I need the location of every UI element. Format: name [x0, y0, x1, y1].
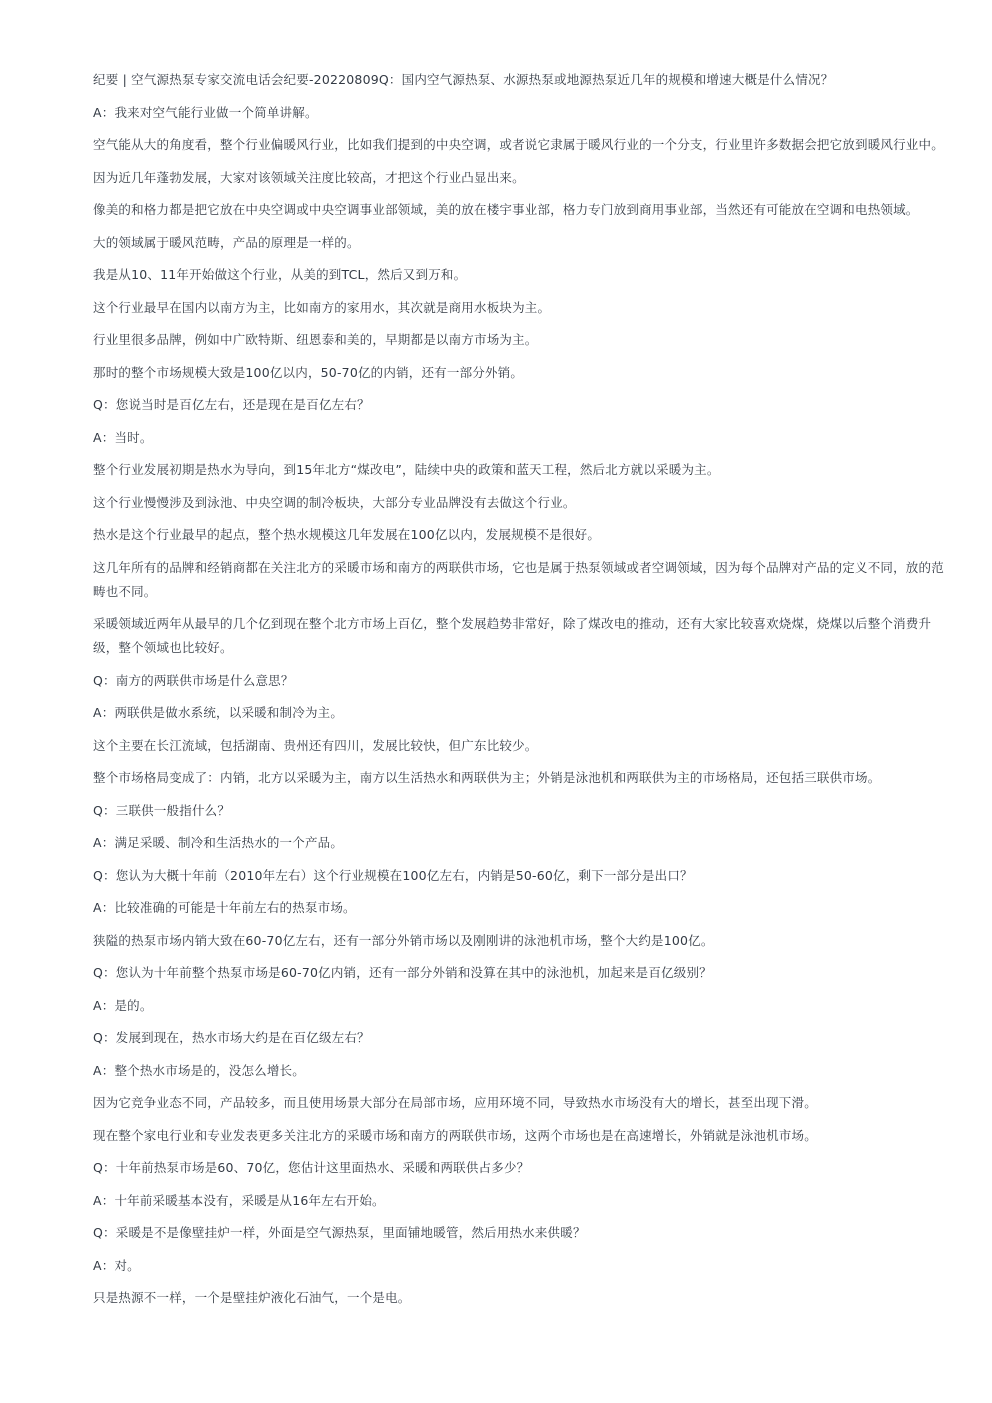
paragraph-title: 纪要 | 空气源热泵专家交流电话会纪要-20220809Q：国内空气源热泵、水源热泵或地源热泵近几年的规模和增速大概是什么情况？ — [93, 72, 834, 87]
paragraph: 我是从10、11年开始做这个行业，从美的到TCL，然后又到万和。 — [93, 267, 467, 282]
paragraph-question: Q：采暖是不是像壁挂炉一样，外面是空气源热泵，里面铺地暖管，然后用热水来供暖？ — [93, 1225, 586, 1240]
paragraph: 现在整个家电行业和专业发表更多关注北方的采暖市场和南方的两联供市场，这两个市场也是在高速增长，外销就是泳池机市场。 — [93, 1127, 817, 1143]
paragraph-answer: A：是的。 — [93, 997, 153, 1013]
paragraph-question: Q：十年前热泵市场是60、70亿，您估计这里面热水、采暖和两联供占多少？ — [93, 1160, 530, 1175]
paragraph-answer: A：整个热水市场是的，没怎么增长。 — [93, 1062, 305, 1078]
paragraph: 采暖领域近两年从最早的几个亿到现在整个北方市场上百亿，整个发展趋势非常好，除了煤改电的推动，还有大家比较喜欢烧煤，烧煤以后整个消费升级，整个领域也比较好。 — [93, 616, 932, 655]
paragraph: 这个行业最早在国内以南方为主，比如南方的家用水，其次就是商用水板块为主。 — [93, 299, 551, 315]
paragraph-question: Q：您认为大概十年前（2010年左右）这个行业规模在100亿左右，内销是50-60亿，剩下一部分是出口？ — [93, 867, 693, 883]
paragraph: 这个行业慢慢涉及到泳池、中央空调的制冷板块，大部分专业品牌没有去做这个行业。 — [93, 494, 576, 510]
paragraph: 这几年所有的品牌和经销商都在关注北方的采暖市场和南方的两联供市场，它也是属于热泵领域或者空调领域，因为每个品牌对产品的定义不同，放的范畴也不同。 — [93, 559, 944, 599]
paragraph: 只是热源不一样，一个是壁挂炉液化石油气，一个是电。 — [93, 1290, 411, 1305]
paragraph: 空气能从大的角度看，整个行业偏暖风行业，比如我们提到的中央空调，或者说它隶属于暖风行业的一个分支，行业里许多数据会把它放到暖风行业中。 — [93, 137, 944, 152]
paragraph: 大的领域属于暖风范畴，产品的原理是一样的。 — [93, 234, 360, 250]
paragraph-answer: A：当时。 — [93, 429, 153, 445]
paragraph-answer: A：满足采暖、制冷和生活热水的一个产品。 — [93, 835, 344, 850]
paragraph-question: Q：三联供一般指什么？ — [93, 802, 231, 818]
paragraph: 整个行业发展初期是热水为导向，到15年北方“煤改电”，陆续中央的政策和蓝天工程，然后北方就以采暖为主。 — [93, 462, 720, 477]
paragraph-question: Q：发展到现在，热水市场大约是在百亿级左右？ — [93, 1030, 370, 1045]
paragraph: 行业里很多品牌，例如中广欧特斯、纽恩泰和美的，早期都是以南方市场为主。 — [93, 332, 538, 347]
paragraph-answer: A：对。 — [93, 1257, 140, 1273]
paragraph-answer: A：两联供是做水系统，以采暖和制冷为主。 — [93, 705, 344, 720]
paragraph-answer: A：比较准确的可能是十年前左右的热泵市场。 — [93, 900, 356, 915]
paragraph: 整个市场格局变成了：内销，北方以采暖为主，南方以生活热水和两联供为主；外销是泳池机和两联供为主的市场格局，还包括三联供市场。 — [93, 770, 881, 785]
paragraph: 这个主要在长江流域，包括湖南、贵州还有四川，发展比较快，但广东比较少。 — [93, 737, 538, 753]
paragraph-question: Q：您说当时是百亿左右，还是现在是百亿左右？ — [93, 397, 370, 412]
paragraph: 因为它竞争业态不同，产品较多，而且使用场景大部分在局部市场，应用环境不同，导致热水市场没有大的增长，甚至出现下滑。 — [93, 1095, 817, 1110]
paragraph: 因为近几年蓬勃发展，大家对该领域关注度比较高，才把这个行业凸显出来。 — [93, 169, 525, 185]
paragraph-question: Q：您认为十年前整个热泵市场是60-70亿内销，还有一部分外销和没算在其中的泳池机，加起来是百亿级别？ — [93, 965, 712, 980]
paragraph-answer: A：十年前采暖基本没有，采暖是从16年左右开始。 — [93, 1192, 385, 1208]
document-body — [93, 68, 945, 1319]
paragraph: 像美的和格力都是把它放在中央空调或中央空调事业部领域，美的放在楼宇事业部，格力专门放到商用事业部，当然还有可能放在空调和电热领域。 — [93, 202, 919, 217]
paragraph: 热水是这个行业最早的起点，整个热水规模这几年发展在100亿以内，发展规模不是很好。 — [93, 527, 601, 542]
paragraph: 狭隘的热泵市场内销大致在60-70亿左右，还有一部分外销市场以及刚刚讲的泳池机市场，整个大约是100亿。 — [93, 932, 714, 948]
paragraph: 那时的整个市场规模大致是100亿以内，50-70亿的内销，还有一部分外销。 — [93, 364, 524, 380]
paragraph-question: Q：南方的两联供市场是什么意思？ — [93, 672, 294, 688]
paragraph-answer: A：我来对空气能行业做一个简单讲解。 — [93, 104, 318, 120]
